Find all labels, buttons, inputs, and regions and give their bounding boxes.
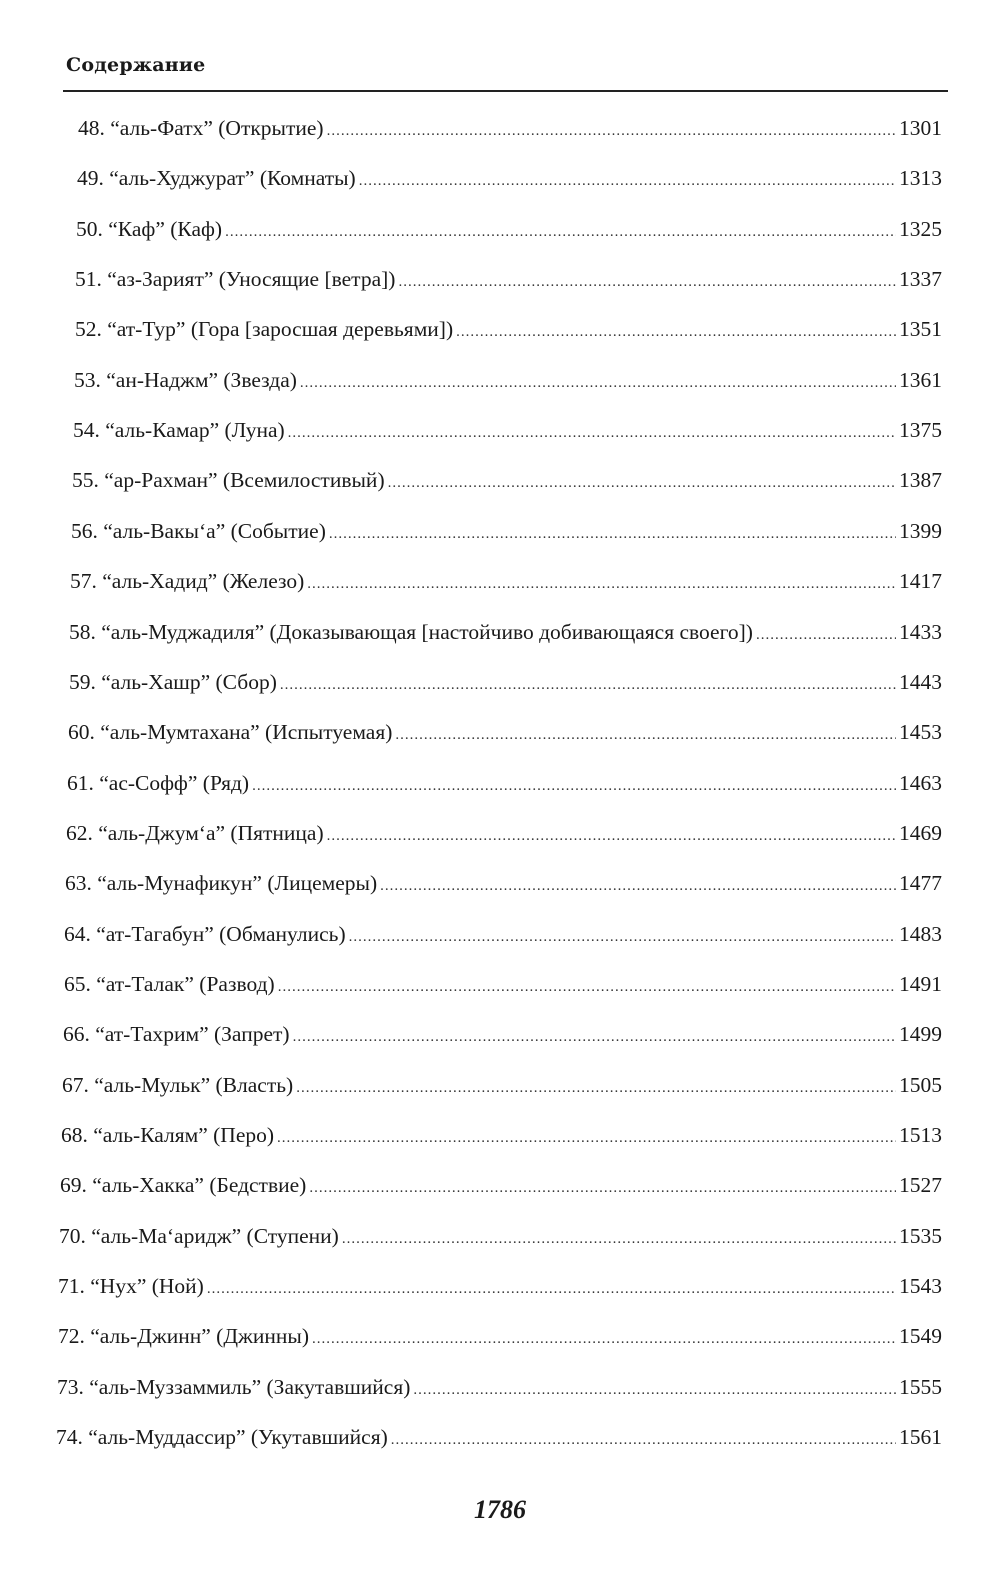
dot-leader: [293, 1029, 896, 1046]
toc-entry: [66, 821, 942, 855]
dot-leader: [252, 778, 896, 795]
toc-entry-page: 1361: [899, 368, 942, 392]
toc-entry-title: 71. “Нух” (Ной): [58, 1274, 204, 1298]
toc-entry-title: 72. “аль-Джинн” (Джинны): [58, 1324, 309, 1348]
running-head: Содержание: [66, 54, 206, 76]
toc-entry-title: 66. “ат-Тахрим” (Запрет): [63, 1022, 290, 1046]
toc-entry: [77, 166, 942, 200]
dot-leader: [300, 375, 896, 392]
toc-entry: [78, 116, 942, 150]
toc-entry-title: 73. “аль-Муззаммиль” (Закутавшийся): [57, 1375, 411, 1399]
toc-entry: [62, 1073, 942, 1107]
toc-entry-page: 1375: [899, 418, 942, 442]
dot-leader: [342, 1231, 896, 1248]
toc-entry-page: 1463: [899, 771, 942, 795]
toc-entry: [70, 569, 942, 603]
dot-leader: [296, 1080, 896, 1097]
toc-entry-title: 69. “аль-Хакка” (Бедствие): [60, 1173, 307, 1197]
toc-entry-page: 1443: [899, 670, 942, 694]
dot-leader: [277, 1130, 896, 1147]
toc-entry-page: 1499: [899, 1022, 942, 1046]
dot-leader: [288, 425, 896, 442]
toc-entry: [65, 871, 942, 905]
toc-entry: [72, 468, 942, 502]
dot-leader: [329, 526, 896, 543]
dot-leader: [312, 1331, 896, 1348]
toc-entry-page: 1469: [899, 821, 942, 845]
toc-entry-page: 1301: [899, 116, 942, 140]
toc-entry: [67, 771, 942, 805]
dot-leader: [391, 1432, 896, 1449]
toc-entry-title: 74. “аль-Муддассир” (Укутавшийся): [56, 1425, 388, 1449]
dot-leader: [307, 576, 896, 593]
dot-leader: [207, 1281, 896, 1298]
dot-leader: [456, 324, 896, 341]
toc-entry-title: 55. “ар-Рахман” (Всемилостивый): [72, 468, 385, 492]
toc-entry-page: 1337: [899, 267, 942, 291]
dot-leader: [398, 274, 896, 291]
dot-leader: [380, 878, 896, 895]
toc-entry-page: 1399: [899, 519, 942, 543]
toc-entry: [64, 972, 942, 1006]
toc-entry: [61, 1123, 942, 1157]
toc-entry: [56, 1425, 942, 1459]
toc-entry-title: 58. “аль-Муджадиля” (Доказывающая [настойчиво добивающаяся своего]): [69, 620, 753, 644]
toc-entry-page: 1483: [899, 922, 942, 946]
toc-entry-page: 1477: [899, 871, 942, 895]
toc-entry-title: 67. “аль-Мульк” (Власть): [62, 1073, 294, 1097]
toc-entry-title: 60. “аль-Мумтахана” (Испытуемая): [68, 720, 393, 744]
toc-entry-title: 64. “ат-Тагабун” (Обманулись): [64, 922, 346, 946]
dot-leader: [756, 627, 896, 644]
toc-entry: [74, 368, 942, 402]
toc-entry-page: 1313: [899, 166, 942, 190]
toc-entry: [76, 217, 942, 251]
toc-entry-title: 56. “аль-Вакы‘а” (Событие): [71, 519, 326, 543]
dot-leader: [395, 727, 896, 744]
toc-entry-title: 61. “ас-Софф” (Ряд): [67, 771, 250, 795]
page-number: 1786: [474, 1495, 526, 1524]
toc-entry-title: 53. “ан-Наджм” (Звезда): [74, 368, 297, 392]
toc-entry-page: 1417: [899, 569, 942, 593]
toc-entry: [71, 519, 942, 553]
dot-leader: [327, 828, 896, 845]
toc-entry-page: 1527: [899, 1173, 942, 1197]
toc-entry-title: 59. “аль-Хашр” (Сбор): [69, 670, 277, 694]
toc-entry: [68, 720, 942, 754]
toc-entry-page: 1549: [899, 1324, 942, 1348]
dot-leader: [388, 475, 896, 492]
toc-entry: [57, 1375, 942, 1409]
toc-entry-title: 62. “аль-Джум‘а” (Пятница): [66, 821, 324, 845]
toc-entry-page: 1325: [899, 217, 942, 241]
toc-entry-title: 70. “аль-Ма‘аридж” (Ступени): [59, 1224, 339, 1248]
toc-entry-page: 1543: [899, 1274, 942, 1298]
toc-entry: [58, 1274, 942, 1308]
dot-leader: [327, 123, 896, 140]
dot-leader: [359, 173, 896, 190]
toc-entry: [64, 922, 942, 956]
toc-entry-page: 1513: [899, 1123, 942, 1147]
toc-entry-page: 1491: [899, 972, 942, 996]
dot-leader: [278, 979, 896, 996]
toc-entry-page: 1453: [899, 720, 942, 744]
dot-leader: [280, 677, 896, 694]
toc-entry-title: 57. “аль-Хадид” (Железо): [70, 569, 305, 593]
toc-entry: [59, 1224, 942, 1258]
toc-entry-page: 1387: [899, 468, 942, 492]
toc-entry-title: 50. “Каф” (Каф): [76, 217, 223, 241]
toc-entry-title: 54. “аль-Камар” (Луна): [73, 418, 285, 442]
toc-entry: [73, 418, 942, 452]
toc-entry: [69, 670, 942, 704]
toc-entry: [63, 1022, 942, 1056]
toc-entry-title: 52. “ат-Тур” (Гора [заросшая деревьями]): [75, 317, 454, 341]
toc-entry-title: 49. “аль-Худжурат” (Комнаты): [77, 166, 356, 190]
dot-leader: [309, 1180, 896, 1197]
toc-entry-title: 51. “аз-Зарият” (Уносящие [ветра]): [75, 267, 396, 291]
toc-entry-page: 1555: [899, 1375, 942, 1399]
toc-entry-page: 1535: [899, 1224, 942, 1248]
toc-entry-page: 1351: [899, 317, 942, 341]
dot-leader: [349, 929, 896, 946]
toc-entry: [58, 1324, 942, 1358]
toc-entry-title: 65. “ат-Талак” (Развод): [64, 972, 275, 996]
toc-entry-page: 1561: [899, 1425, 942, 1449]
toc-entry: [69, 620, 942, 654]
toc-entry-page: 1433: [899, 620, 942, 644]
toc-entry: [75, 267, 942, 301]
toc-entry-title: 68. “аль-Калям” (Перо): [61, 1123, 275, 1147]
toc-entry: [60, 1173, 942, 1207]
dot-leader: [225, 224, 896, 241]
toc-entry-title: 63. “аль-Мунафикун” (Лицемеры): [65, 871, 378, 895]
toc-entry-page: 1505: [899, 1073, 942, 1097]
toc-entry: [75, 317, 942, 351]
toc-entry-title: 48. “аль-Фатх” (Открытие): [78, 116, 324, 140]
dot-leader: [413, 1382, 896, 1399]
